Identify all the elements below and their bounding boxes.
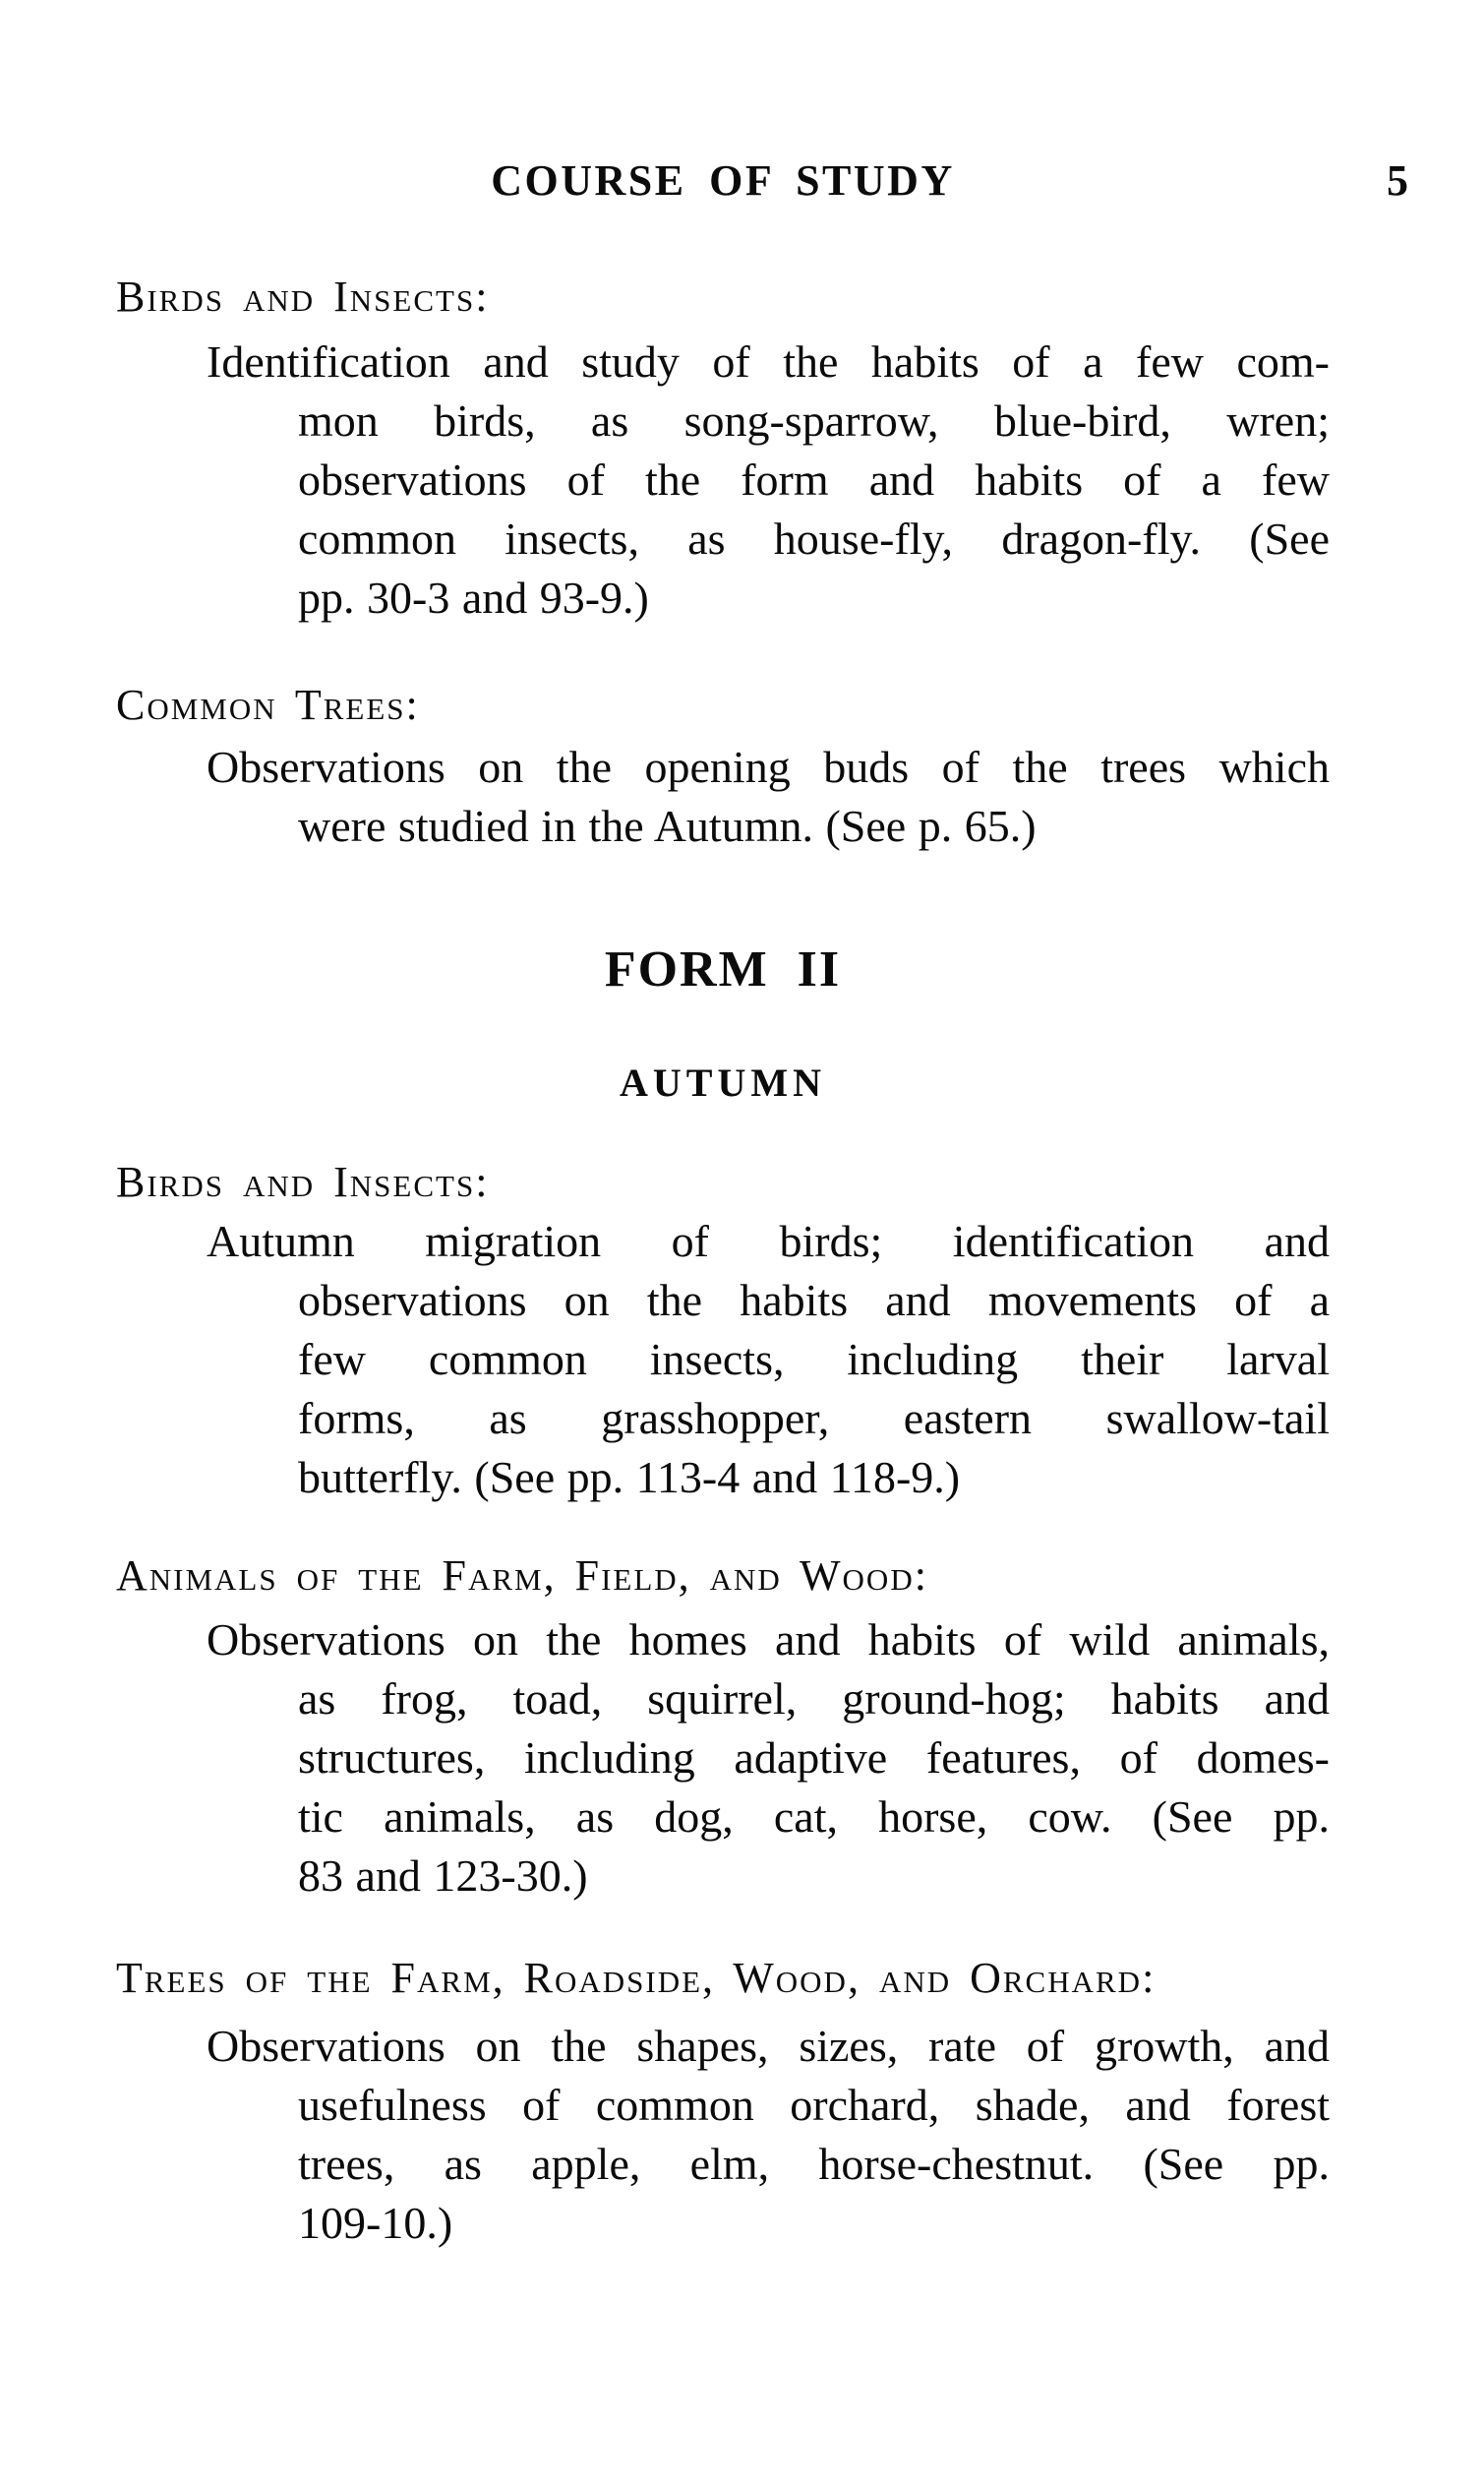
text-line: forms, as grasshopper, eastern swallow-tail: [298, 1393, 1330, 1443]
text-line: usefulness of common orchard, shade, and forest: [298, 2080, 1330, 2130]
paragraph-birds-and-insects-1: [116, 333, 1330, 628]
text-line: Observations on the shapes, sizes, rate of growth, and: [207, 2021, 1330, 2071]
running-head: [116, 156, 1408, 209]
text-line: Observations on the opening buds of the trees which: [207, 742, 1330, 792]
page-title: COURSE OF STUDY: [491, 156, 955, 205]
text-line: butterfly. (See pp. 113-4 and 118-9.): [298, 1452, 961, 1502]
paragraph-trees-farm-roadside-wood-orchard: [116, 2017, 1330, 2253]
page-number: 5: [1387, 156, 1408, 205]
section-heading-common-trees: Common Trees:: [116, 681, 420, 729]
text-line: 83 and 123-30.): [298, 1850, 588, 1901]
text-line: were studied in the Autumn. (See p. 65.): [298, 801, 1037, 851]
text-line: Autumn migration of birds; identification and: [207, 1216, 1330, 1266]
paragraph-common-trees: [116, 738, 1330, 856]
section-heading-trees-farm-roadside-wood-orchard: Trees of the Farm, Roadside, Wood, and Orchard:: [116, 1954, 1157, 2002]
text-line: common insects, as house-fly, dragon-fly. (See: [298, 514, 1330, 564]
text-line: structures, including adaptive features, of domes-: [298, 1732, 1330, 1783]
text-line: Observations on the homes and habits of wild animals,: [207, 1614, 1330, 1665]
form-heading: FORM II: [604, 941, 842, 998]
text-line: trees, as apple, elm, horse-chestnut. (See pp.: [298, 2139, 1330, 2189]
text-line: mon birds, as song-sparrow, blue-bird, wren;: [298, 395, 1330, 446]
text-line: tic animals, as dog, cat, horse, cow. (See pp.: [298, 1791, 1330, 1842]
season-heading: AUTUMN: [620, 1060, 826, 1105]
text-line: few common insects, including their larval: [298, 1334, 1330, 1384]
text-line: 109-10.): [298, 2198, 453, 2248]
section-heading-birds-and-insects-1: Birds and Insects:: [116, 273, 490, 321]
section-heading-animals-farm-field-wood: Animals of the Farm, Field, and Wood:: [116, 1551, 928, 1600]
text-line: observations on the habits and movements of a: [298, 1275, 1330, 1325]
text-line: pp. 30-3 and 93-9.): [298, 573, 649, 623]
text-line: as frog, toad, squirrel, ground-hog; habits and: [298, 1673, 1330, 1724]
paragraph-animals-farm-field-wood: [116, 1610, 1330, 1906]
section-heading-birds-and-insects-2: Birds and Insects:: [116, 1158, 490, 1206]
paragraph-birds-and-insects-2: [116, 1212, 1330, 1507]
text-line: observations of the form and habits of a few: [298, 454, 1330, 505]
text-line: Identification and study of the habits of a few com-: [207, 336, 1330, 387]
